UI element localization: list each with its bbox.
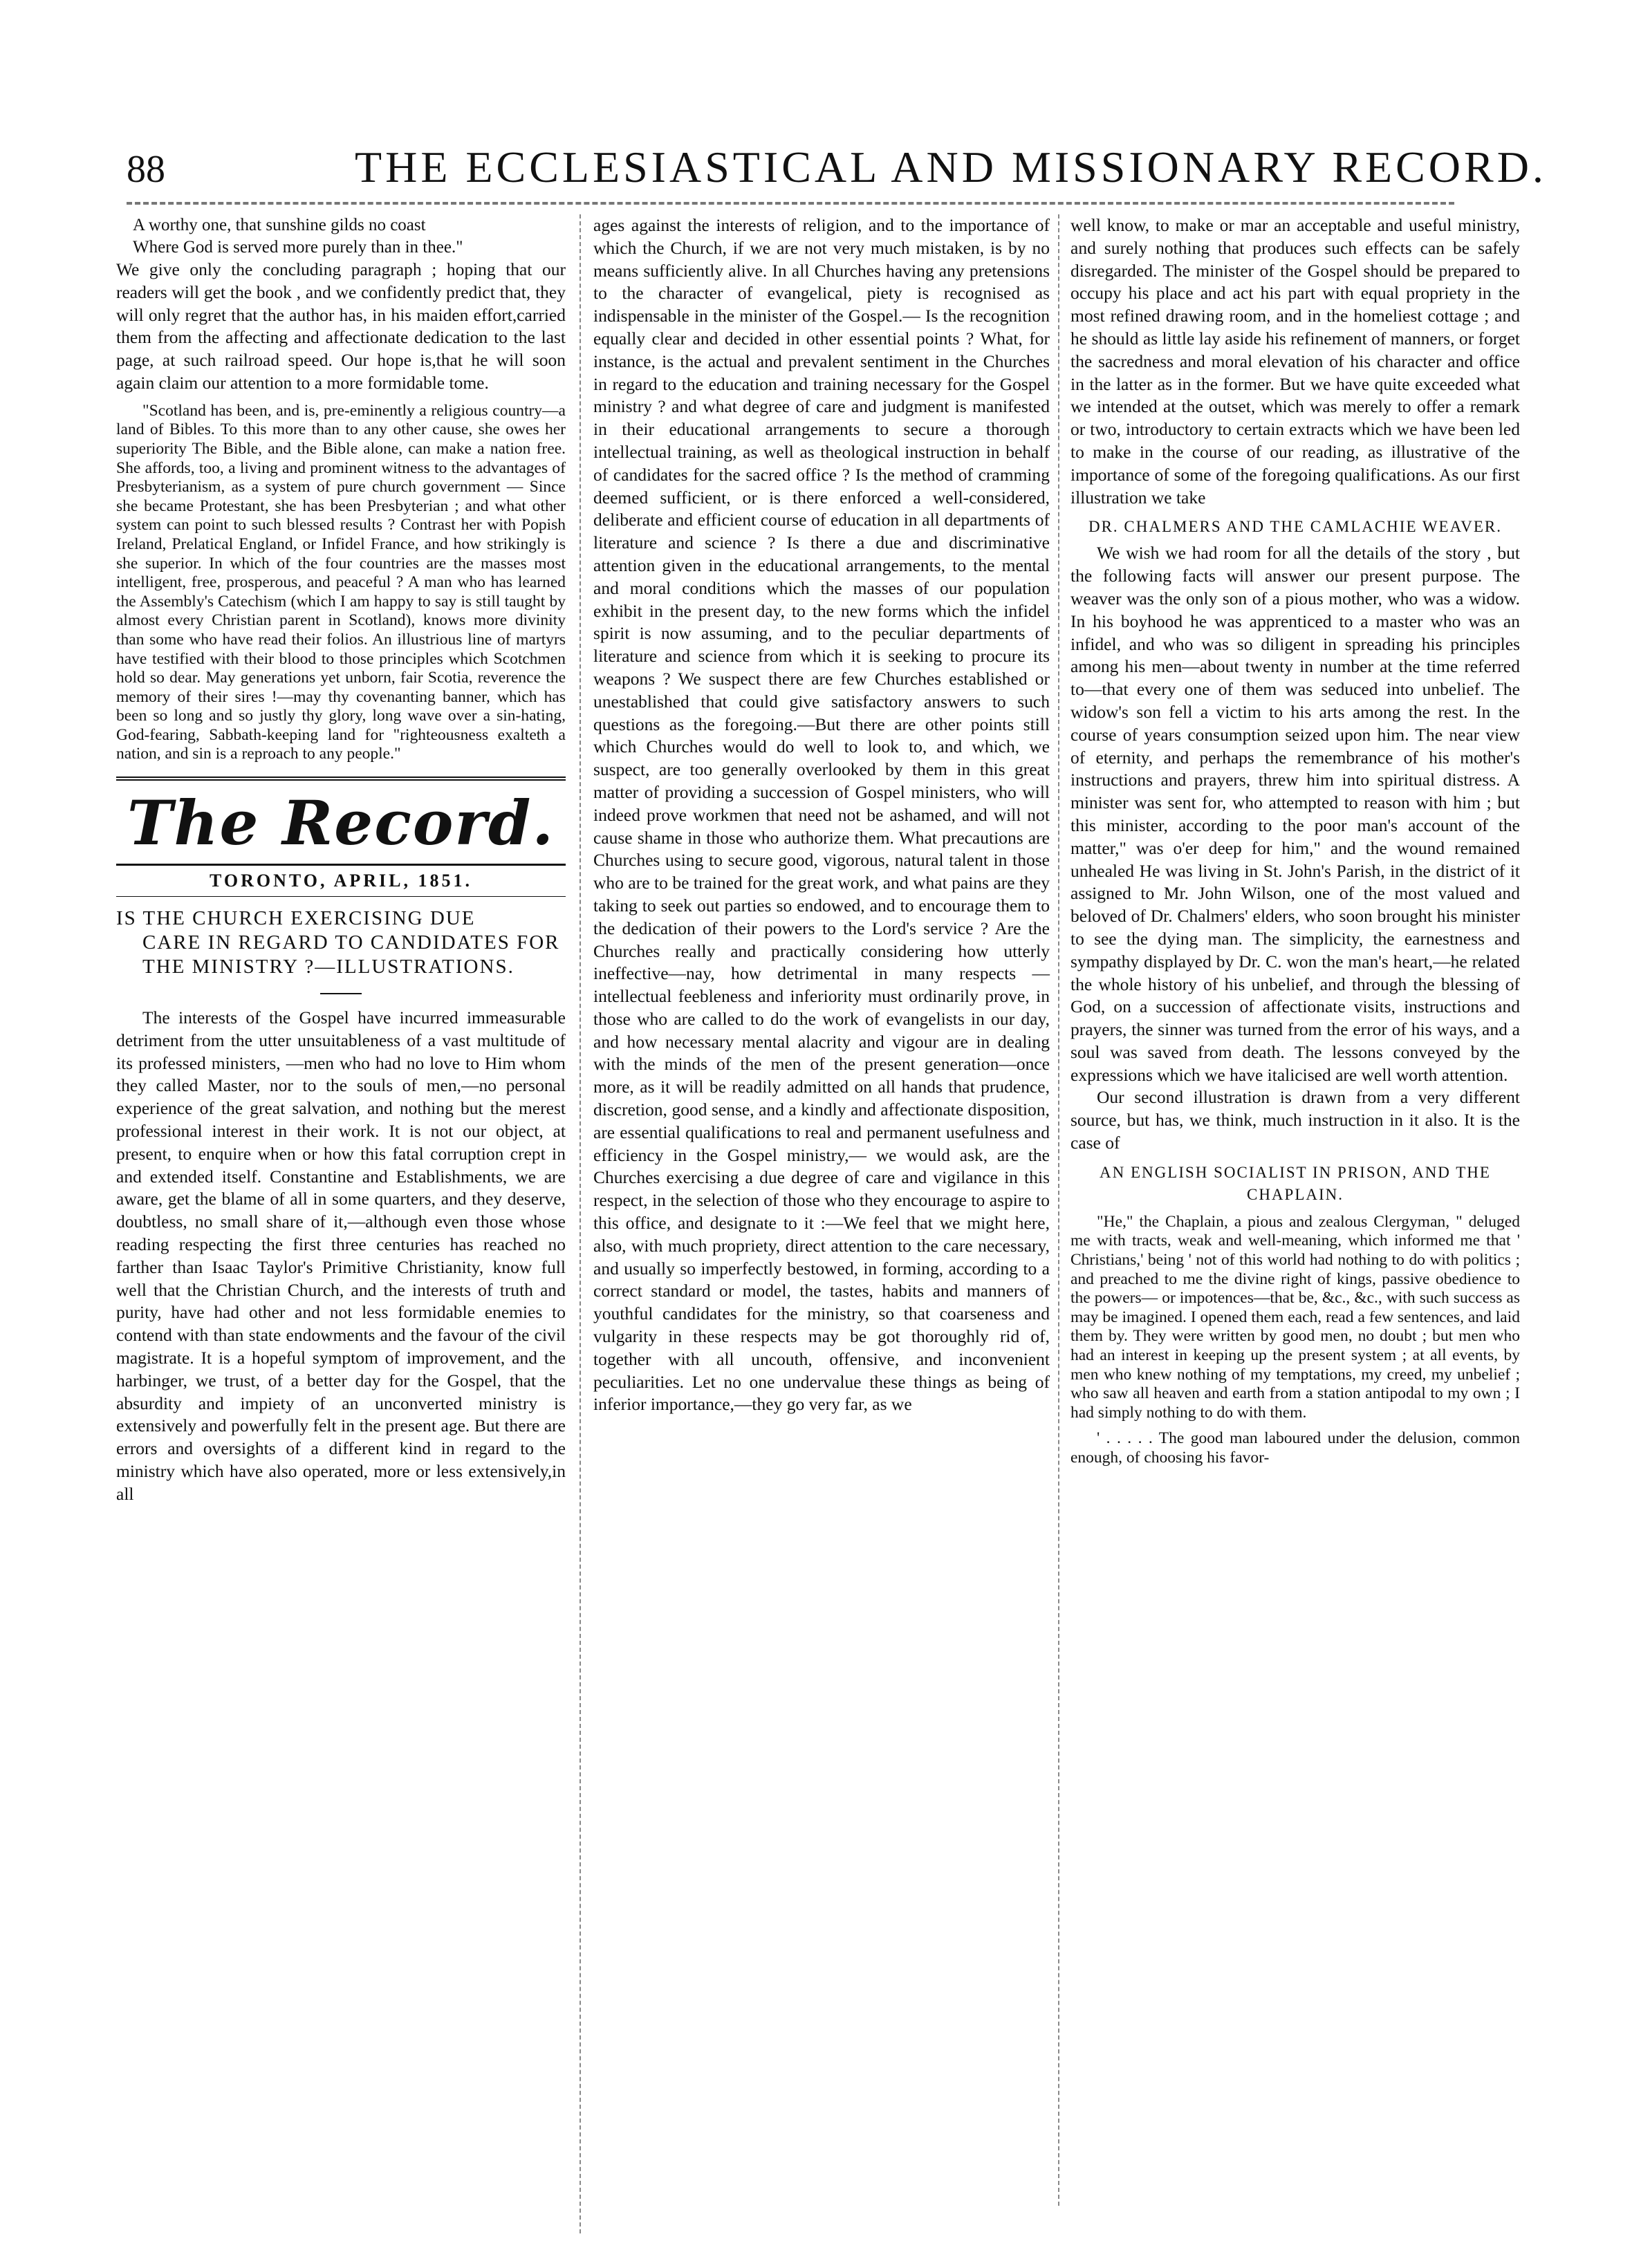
block-quote: "He," the Chaplain, a pious and zealous Clergyman, " deluged me with tracts, weak and well-meaning, which informed me that ' Christians,' being ' not of this world had nothing to do with politics ; and preached to me the divine right of kings, passive obedience to the powers— or impotences—that be, &c., &c., with such success as may be imagined. I opened them each, read a few sentences, and laid them by. They were written by good men, no doubt ; but men who had an interest in keeping up the present system ; at all events, by men who knew nothing of my temptations, my creed, my unbelief ; who saw all heaven and earth from a station antipodal to my own ; I had simply nothing to do with them. [1070,1212,1520,1422]
divider [116,777,566,781]
paragraph: Our second illustration is drawn from a very different source, but has, we think, much instruction in it also. It is the case of [1070,1087,1520,1153]
running-title: THE ECCLESIASTICAL AND MISSIONARY RECORD. [355,142,1547,192]
column-1 [116,214,566,1506]
column-3 [1070,214,1520,1468]
headline-line: IS THE CHURCH EXERCISING DUE [116,907,476,930]
section-heading: AN ENGLISH SOCIALIST IN PRISON, AND THE CHAPLAIN. [1100,1163,1491,1203]
paragraph: ages against the interests of religion, and to the importance of which the Church, if we are not very much mistaken, is by no means sufficiently alive. In all Churches having any pretensions to the character of evangelical, piety is recognised as indispensable in the minister of the Gospel.— Is the recognition equally clear and decided in other essential points ? What, for instance, is the actual and prevalent sentiment in the Churches in regard to the education and training necessary for the Gospel ministry ? and what degree of care and judgment is manifested in their educational arrangements to secure a thorough intellectual training, as well as theological instruction in behalf of candidates for the sacred office ? Is the method of cramming deemed sufficient, or is there enforced a well-considered, deliberate and efficient course of education in all departments of literature and science ? Is there a due and discriminative attention given in the educational arrangements, to the mental and moral conditions which the masses of our population exhibit in the present day, to the new forms which the infidel spirit is now assuming, and to the peculiar departments of literature and science from which it is seeking to procure its weapons ? We suspect there are few Churches established or unestablished that could give satisfactory answers to such questions as the foregoing.—But there are other points still which Churches would do well to look to, and which, we suspect, are too generally overlooked by them in this great matter of providing a succession of Gospel ministers, who will indeed prove workmen that need not be ashamed, and will not cause shame in those who authorize them. What precautions are Churches using to secure good, vigorous, natural talent in those who are to be trained for the great work, and what pains are they taking to seek out parties so endowed, and to encourage them to the dedication of their powers to the Lord's service ? Are the Churches really and practically considering how utterly ineffective—nay, how detrimental in many respects —intellectual feebleness and inferiority must ordinarily prove, in those who are called to do the work of evangelists in our day, and how necessary mental alacrity and vigour are in dealing with the minds of the men of the present generation—once more, as it will be readily admitted on all hands that prudence, discretion, good sense, and a kindly and affectionate disposition, are essential qualifications to real and permanent usefulness and efficiency in the Gospel ministry,— we would ask, are the Churches exercising a due degree of care and vigilance in this respect, in the selection of those who they encourage to aspire to this office, and designate to it :—We feel that we might here, also, with much propriety, direct attention to the care necessary, and usually so imperfectly bestowed, in forming, according to a correct standard or model, the tastes, habits and manners of youthful candidates for the ministry, so that coarseness and vulgarity in these respects may be got thoroughly rid of, together with all uncouth, offensive, and inconvenient peculiarities. Let no one undervalue these things as being of inferior importance,—they go very far, as we [593,215,1050,1415]
dateline: TORONTO, APRIL, 1851. [210,871,472,891]
header-rule [127,202,1454,205]
divider [320,993,362,994]
article-headline [116,907,566,979]
column-divider [1058,214,1059,2206]
page-number: 88 [127,148,165,191]
block-quote: ' . . . . . The good man laboured under the delusion, common enough, of choosing his favor- [1070,1429,1520,1467]
paragraph: well know, to make or mar an acceptable and useful ministry, and surely nothing that produces such effects can be safely disregarded. The minister of the Gospel should be prepared to occupy his place and act his part with equal propriety in the most refined drawing room, and in the homeliest cottage ; and he should as little lay aside his refinement of manners, or forget the sacredness and moral elevation of his character and office in the latter as in the former. But we have quite exceeded what we intended at the outset, which was merely to offer a remark or two, introductory to certain extracts which we have been led to make in the course of our reading, as illustrative of the importance of some of the foregoing qualifications. As our first illustration we take [1070,215,1520,508]
paragraph: We give only the concluding paragraph ; hoping that our readers will get the book , and we confidently predict that, they will only regret that the author has, in his maiden effort,carried them from the affecting and affectionate dedication to the last page, at such railroad speed. Our hope is,that he will soon again claim our attention to a more formidable tome. [116,259,566,393]
divider [116,896,566,897]
verse-line: Where God is served more purely than in thee." [133,238,463,257]
column-2 [593,214,1050,1416]
section-heading: DR. CHALMERS AND THE CAMLACHIE WEAVER. [1088,518,1502,536]
paragraph: We wish we had room for all the details of the story , but the following facts will answer our present purpose. The weaver was the only son of a pious mother, who was a widow. In his boyhood he was apprenticed to a master who was an infidel, and who was so diligent in spreading his principles among his men—about twenty in number at the time referred to—that every one of them was seduced into unbelief. The widow's son fell a victim to his arts among the rest. In the course of years consumption seized upon him. The near view of eternity, and perhaps the remembrance of his mother's instructions and prayers, threw him into spiritual distress. A minister was sent for, who attempted to reason with him ; but this minister, according to the poor man's account of the matter," was o'er deep for him," and the wound remained unhealed He was living in St. John's Parish, in the district of it assigned to Mr. John Wilson, one of the most valued and beloved of Dr. Chalmers' elders, who soon brought his minister to see the dying man. The simplicity, the earnestness and sympathy displayed by Dr. C. won the man's heart,—he related the whole history of his unbelief, and through the blessing of God, on a succession of affectionate visits, instructions and prayers, the sinner was turned from the error of his ways, and a soul was saved from death. The lessons conveyed by the expressions which we have italicised are well worth attention. [1070,543,1520,1085]
section-masthead: The Record. [127,787,555,859]
page-header [127,135,1547,197]
headline-continuation: CARE IN REGARD TO CANDIDATES FOR THE MINISTRY ?—ILLUSTRATIONS. [142,931,560,978]
paragraph: The interests of the Gospel have incurred immeasurable detriment from the utter unsuitableness of a vast multitude of its professed ministers, —men who had no love to Him whom they called Master, nor to the souls of men,—no personal experience of the great salvation, and nothing but the merest professional interest in their work. It is not our object, at present, to enquire when or how this fatal corruption crept in and extended itself. Constantine and Establishments, we are aware, get the blame of all in some quarters, and they deserve, doubtless, no small share of it,—although even those whose reading respecting the first three centuries has reached no farther than Isaac Taylor's Primitive Christianity, know full well that the Christian Church, and the interests of truth and purity, have had other and not less formidable enemies to contend with than state endowments and the favour of the civil magistrate. It is a hopeful symptom of improvement, and the harbinger, we trust, of a better day for the Gospel, that the absurdity and impiety of an unconverted ministry is extensively and powerfully felt in the present age. But there are errors and oversights of a different kind in regard to the ministry which have also operated, more or less extensively,in all [116,1007,566,1504]
block-quote: "Scotland has been, and is, pre-eminently a religious country—a land of Bibles. To this more than to any other cause, she owes her superiority The Bible, and the Bible alone, can make a nation free. She affords, too, a living and prominent witness to the advantages of Presbyterianism, as a system of pure church government — Since she became Protestant, she has been Presbyterian ; and what other system can point to such blessed results ? Contrast her with Popish Ireland, Prelatical England, or Infidel France, and how strikingly is she superior. In which of the four countries are the masses most intelligent, free, prosperous, and peaceful ? A man who has learned the Assembly's Catechism (which I am happy to say is still taught by almost every Christian parent in Scotland), knows more divinity than some who have read their folios. An illustrious line of martyrs have testified with their blood to those principles which Scotchmen hold so dear. May generations yet unborn, fair Scotia, reverence the memory of their sires !—may thy covenanting banner, which has been so long and so justly thy glory, long wave over a sin-hating, God-fearing, Sabbath-keeping land for "righteousness exalteth a nation, and sin is a reproach to any people." [116,401,566,763]
verse-line: A worthy one, that sunshine gilds no coast [133,216,426,234]
column-divider [580,214,581,2233]
